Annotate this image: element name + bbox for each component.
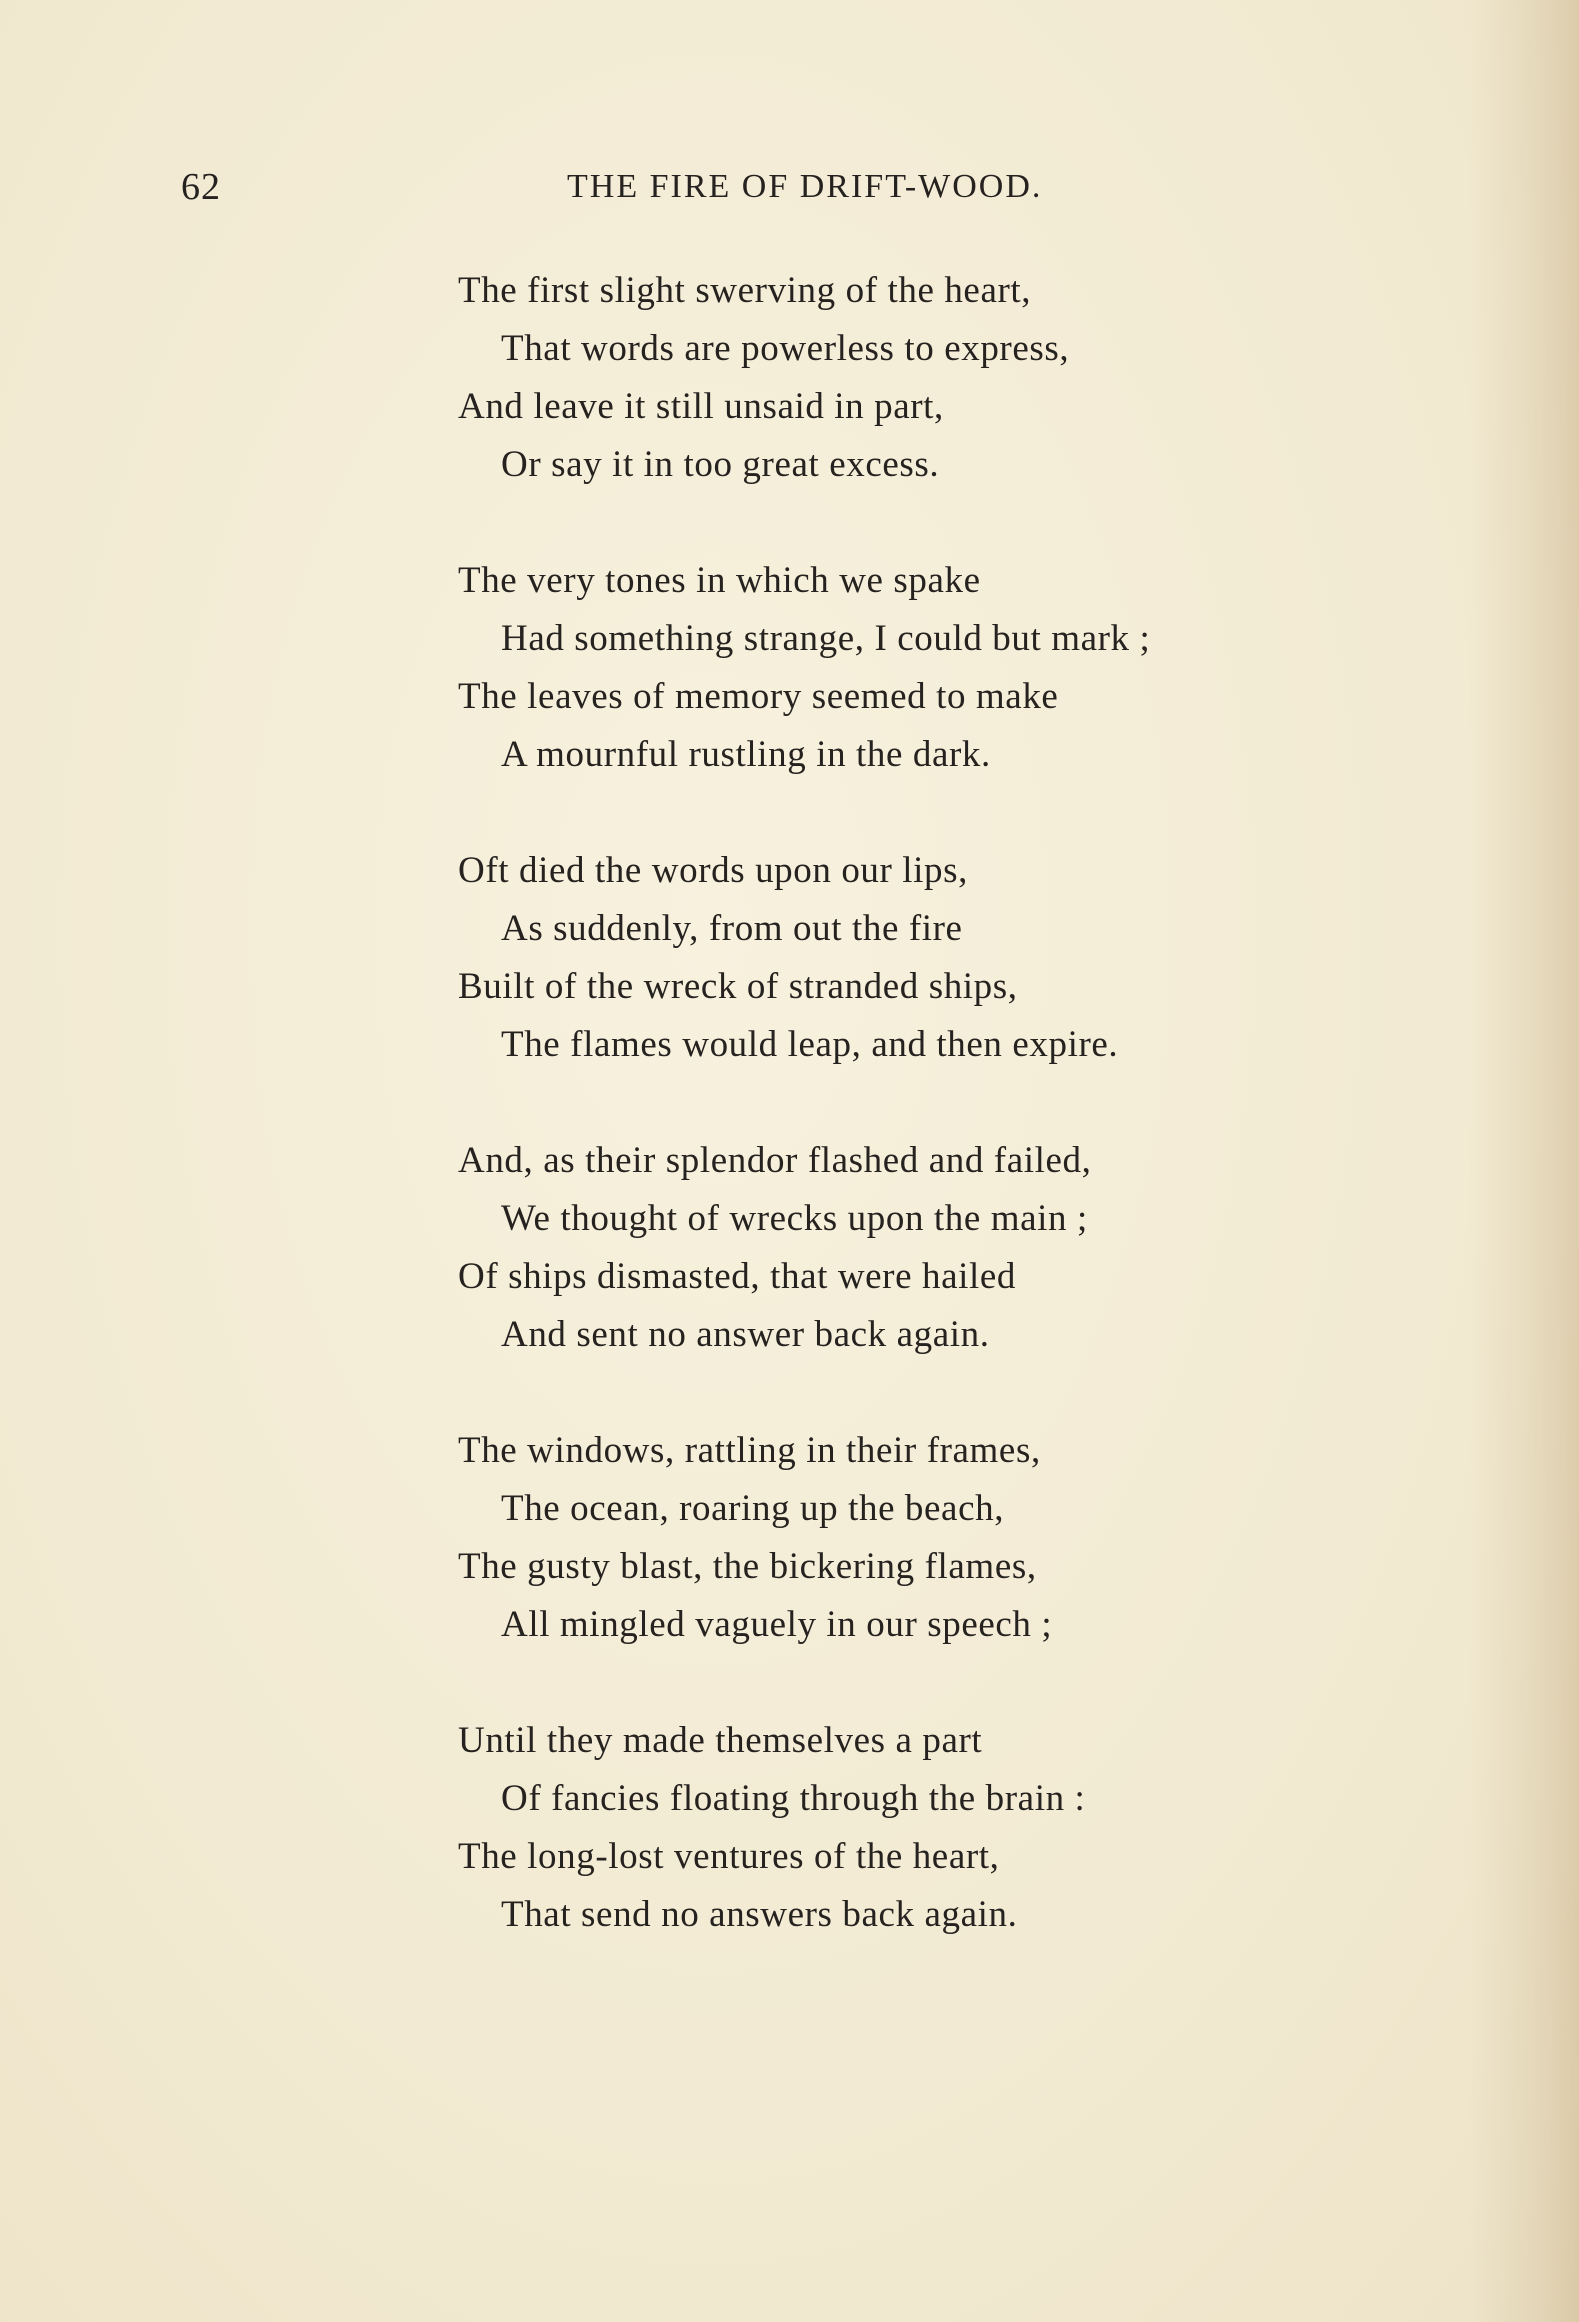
poem-line: And, as their splendor flashed and failed, xyxy=(458,1140,1092,1181)
poem-line: Built of the wreck of stranded ships, xyxy=(458,966,1018,1007)
poem-line: The very tones in which we spake xyxy=(458,560,981,601)
poem-line: The long-lost ventures of the heart, xyxy=(458,1836,1000,1877)
poem-body xyxy=(458,262,1458,2002)
stanza-6 xyxy=(458,1712,1458,1944)
poem-line: Of ships dismasted, that were hailed xyxy=(458,1256,1016,1297)
poem-line: Or say it in too great excess. xyxy=(501,444,940,485)
running-title: THE FIRE OF DRIFT-WOOD. xyxy=(567,168,1043,205)
stanza-5 xyxy=(458,1422,1458,1654)
poem-line: That words are powerless to express, xyxy=(501,328,1070,369)
poem-line: As suddenly, from out the fire xyxy=(501,908,963,949)
poem-line: The windows, rattling in their frames, xyxy=(458,1430,1041,1471)
poem-line: A mournful rustling in the dark. xyxy=(501,734,991,775)
poem-line: The ocean, roaring up the beach, xyxy=(501,1488,1005,1529)
poem-line: The gusty blast, the bickering flames, xyxy=(458,1546,1037,1587)
page-number: 62 xyxy=(181,166,221,208)
poem-line: Oft died the words upon our lips, xyxy=(458,850,968,891)
poem-line: Of fancies floating through the brain : xyxy=(501,1778,1086,1819)
stanza-4 xyxy=(458,1132,1458,1364)
poem-line: That send no answers back again. xyxy=(501,1894,1018,1935)
page-header xyxy=(0,162,1579,212)
poem-line: Had something strange, I could but mark ; xyxy=(501,618,1151,659)
poem-line: The first slight swerving of the heart, xyxy=(458,270,1032,311)
poem-line: All mingled vaguely in our speech ; xyxy=(501,1604,1053,1645)
poem-line: The flames would leap, and then expire. xyxy=(501,1024,1119,1065)
poem-line: And leave it still unsaid in part, xyxy=(458,386,944,427)
stanza-3 xyxy=(458,842,1458,1074)
stanza-1 xyxy=(458,262,1458,494)
poem-line: Until they made themselves a part xyxy=(458,1720,983,1761)
poem-line: And sent no answer back again. xyxy=(501,1314,990,1355)
poem-line: The leaves of memory seemed to make xyxy=(458,676,1059,717)
poem-line: We thought of wrecks upon the main ; xyxy=(501,1198,1088,1239)
stanza-2 xyxy=(458,552,1458,784)
